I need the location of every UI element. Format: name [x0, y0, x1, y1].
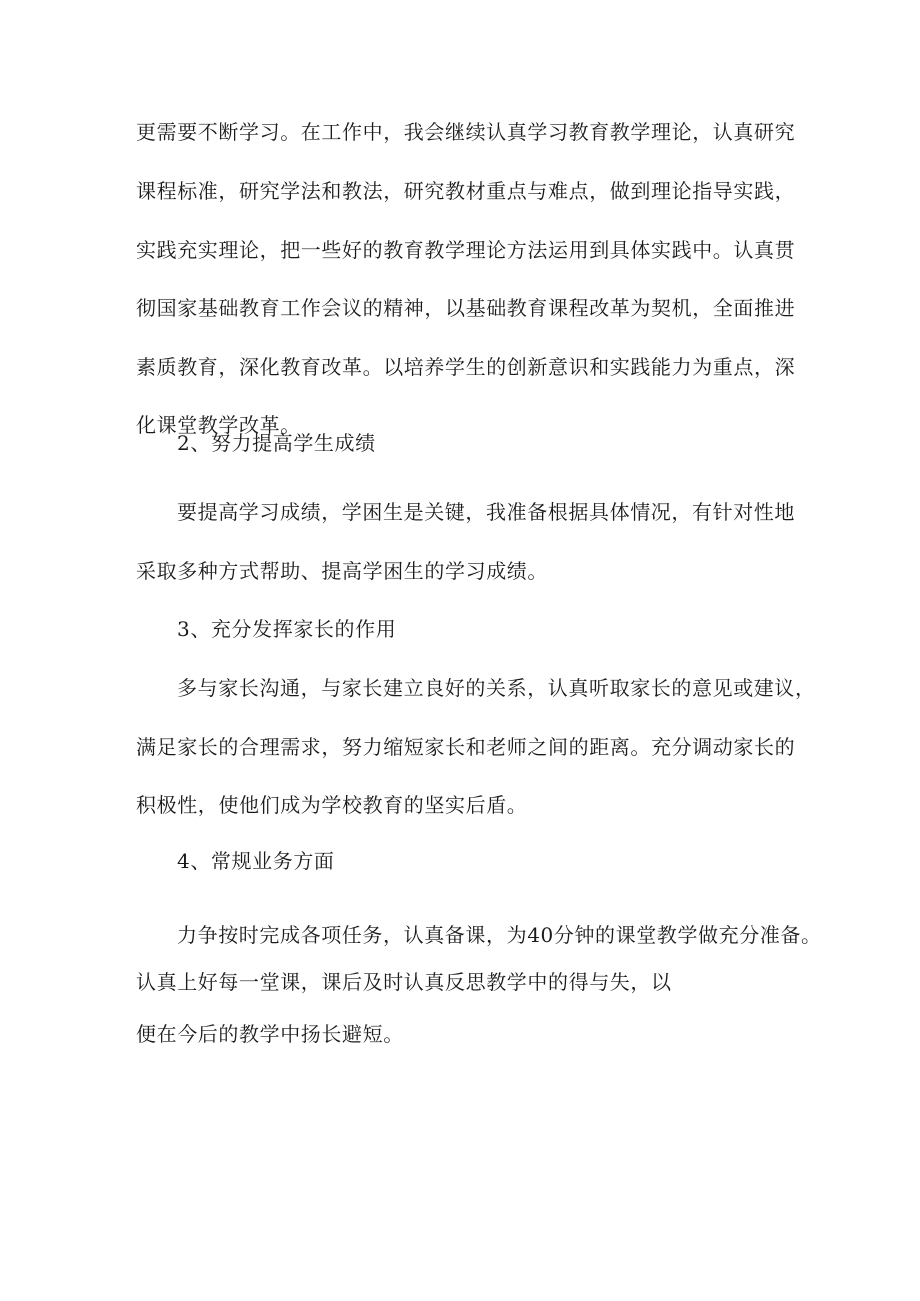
- paragraph-line: 彻国家基础教育工作会议的精神，以基础教育课程改革为契机，全面推进: [136, 296, 796, 320]
- paragraph-line: 实践充实理论，把一些好的教育教学理论方法运用到具体实践中。认真贯: [136, 238, 796, 262]
- paragraph-line: 要提高学习成绩，学困生是关键，我准备根据具体情况，有针对性地: [177, 500, 795, 524]
- paragraph-line: 课程标准，研究学法和教法，研究教材重点与难点，做到理论指导实践，: [136, 179, 796, 203]
- paragraph-line: 化课堂教学改革。: [136, 413, 301, 437]
- section-heading: 2、努力提高学生成绩: [177, 431, 376, 455]
- paragraph-line: 更需要不断学习。在工作中，我会继续认真学习教育教学理论，认真研究: [136, 120, 796, 144]
- paragraph-line: 积极性，使他们成为学校教育的坚实后盾。: [136, 793, 528, 817]
- section-heading: 4、常规业务方面: [177, 849, 335, 873]
- paragraph-line: 满足家长的合理需求，努力缩短家长和老师之间的距离。充分调动家长的: [136, 735, 796, 759]
- paragraph-line: 认真上好每一堂课，课后及时认真反思教学中的得与失，以: [136, 970, 672, 994]
- paragraph-line: 便在今后的教学中扬长避短。: [136, 1022, 404, 1046]
- paragraph-line: 素质教育，深化教育改革。以培养学生的创新意识和实践能力为重点，深: [136, 355, 796, 379]
- paragraph-line: 采取多种方式帮助、提高学困生的学习成绩。: [136, 559, 548, 583]
- section-heading: 3、充分发挥家长的作用: [177, 617, 397, 641]
- paragraph-line: 力争按时完成各项任务，认真备课，为40分钟的课堂教学做充分准备。: [177, 923, 822, 947]
- paragraph-line: 多与家长沟通，与家长建立良好的关系，认真听取家长的意见或建议，: [177, 676, 816, 700]
